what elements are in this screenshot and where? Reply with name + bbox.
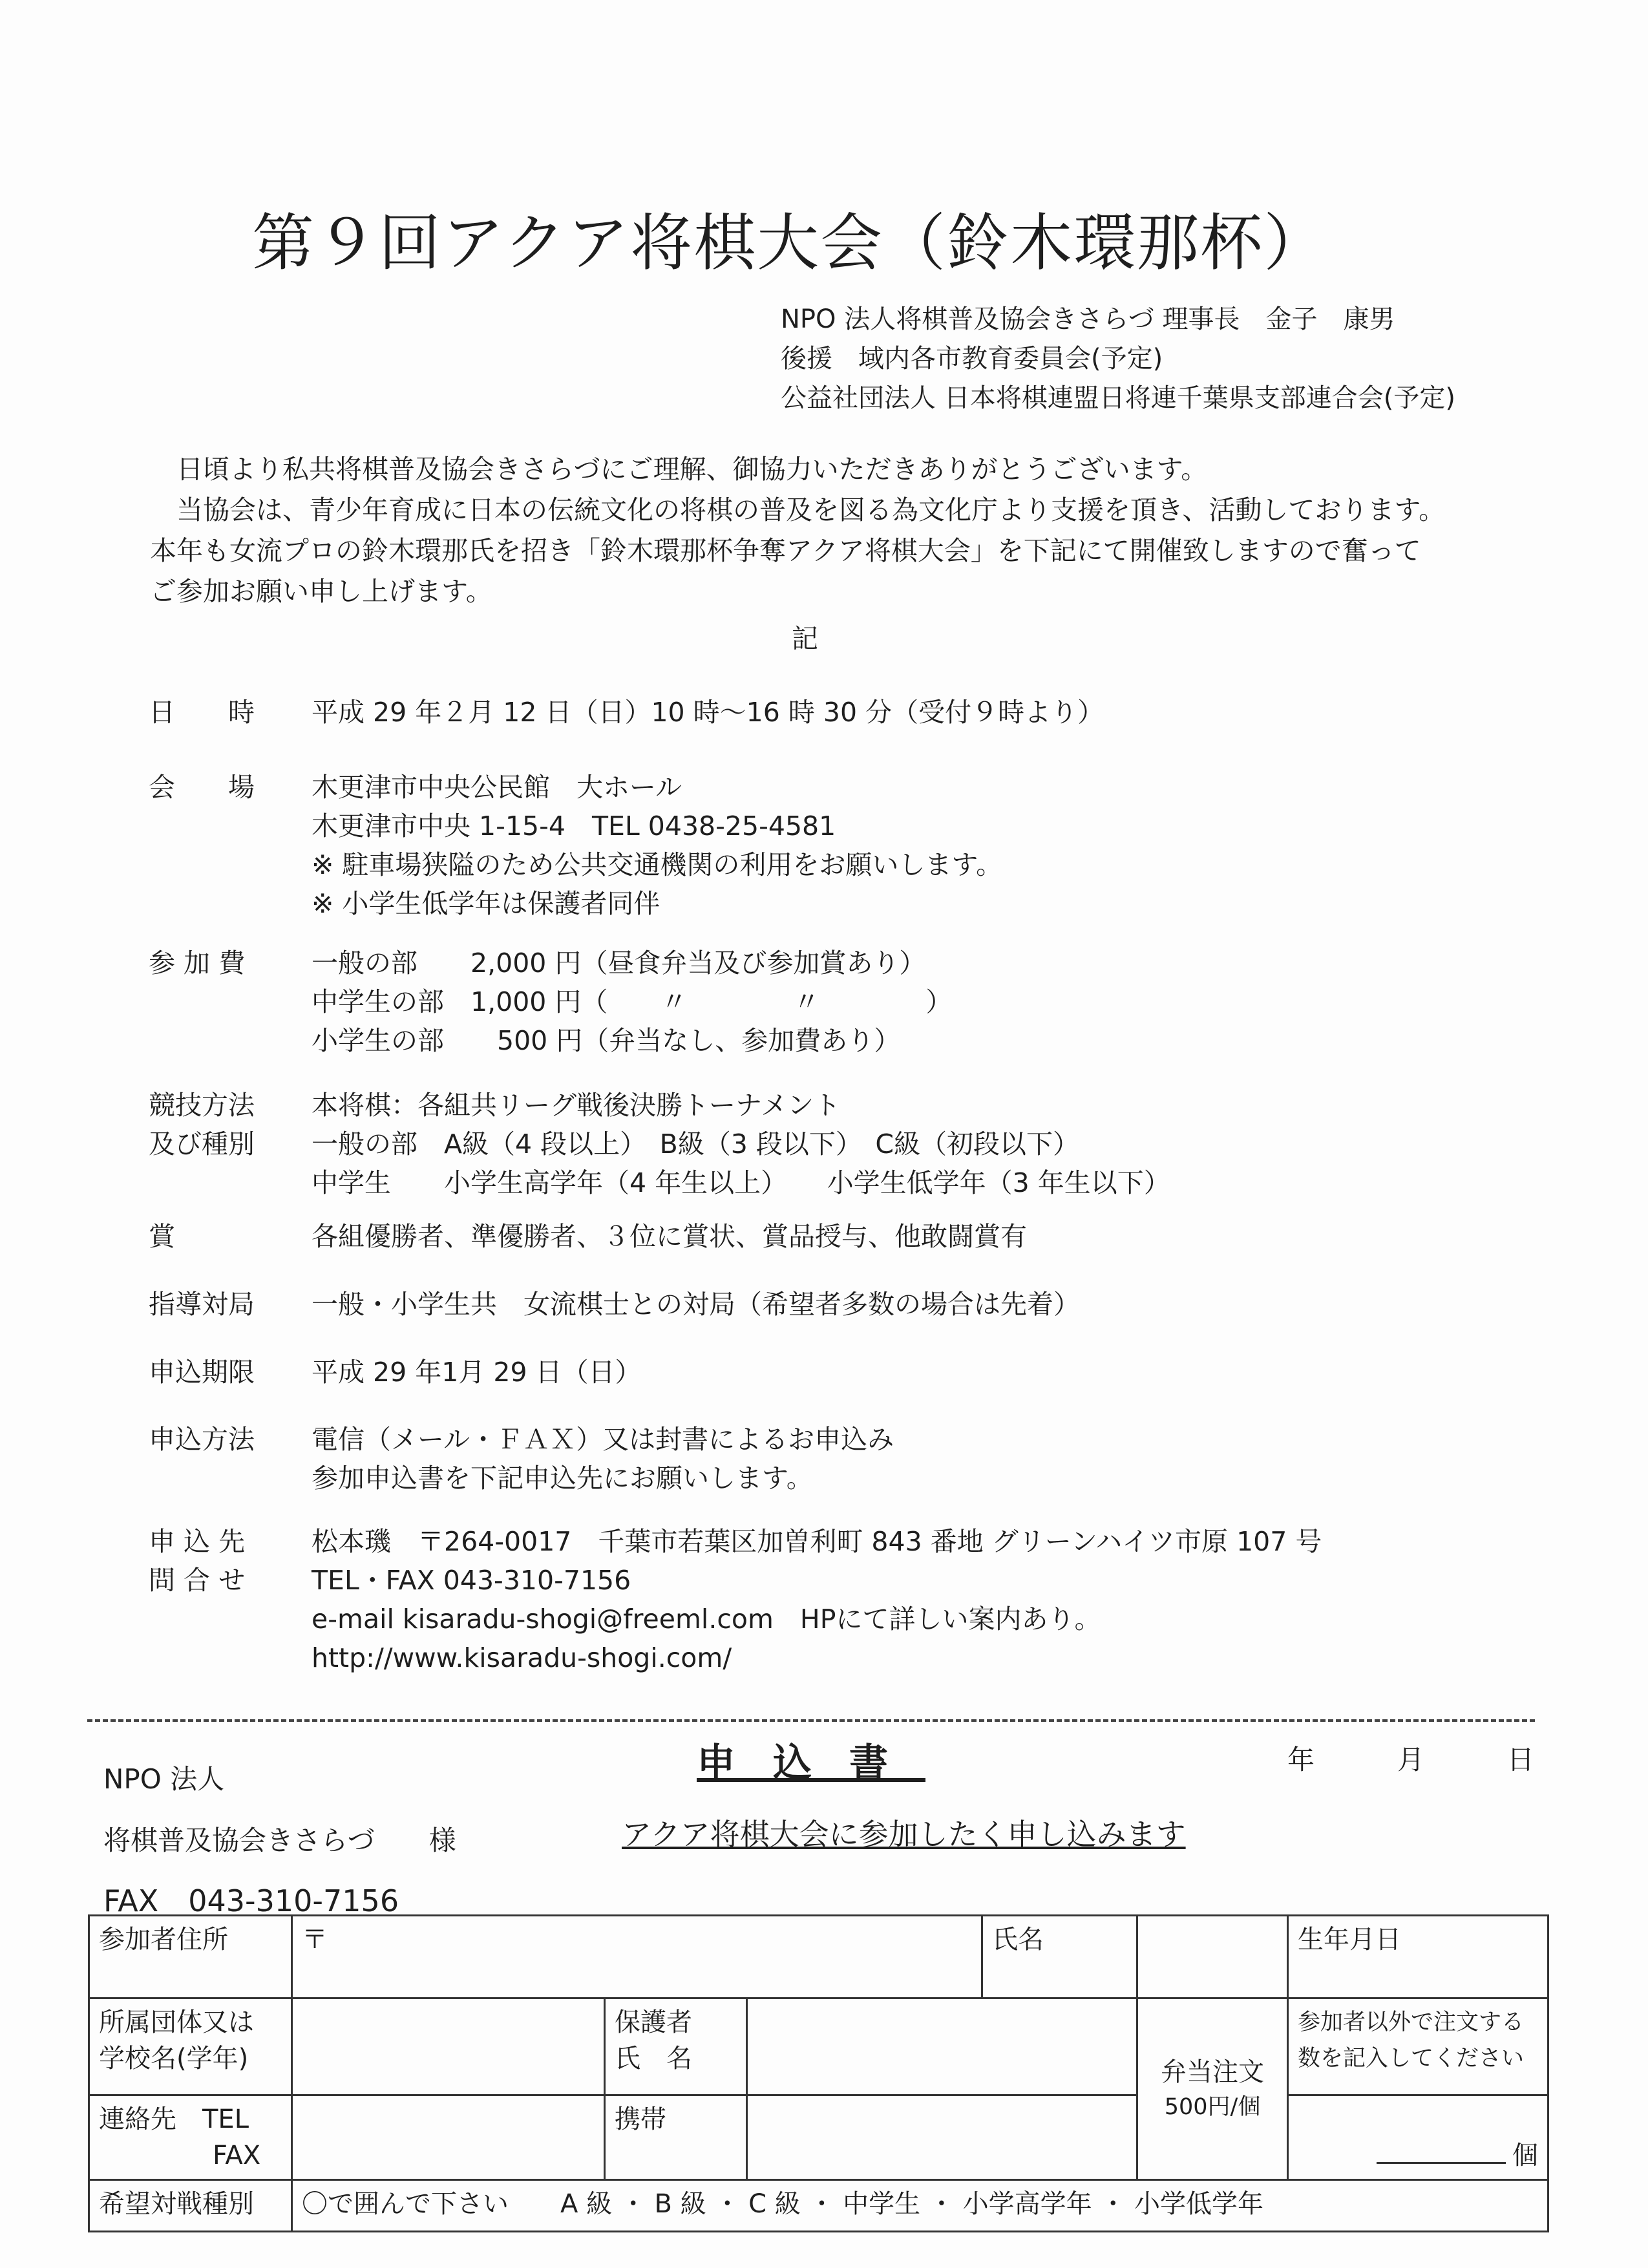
deadline-label: 申込期限 <box>149 1357 255 1388</box>
contact-tel-label <box>89 2095 292 2180</box>
address-field[interactable] <box>292 1916 982 1998</box>
fee-line: 中学生の部 1,000 円（ 〃 〃 ） <box>312 986 953 1017</box>
datetime-value: 平成 29 年２月 12 日（日）10 時～16 時 30 分（受付９時より） <box>312 697 1104 728</box>
venue-note: ※ 駐車場狭隘のため公共交通機関の利用をお願いします。 <box>312 849 1003 880</box>
form-npo: NPO 法人 <box>103 1763 225 1795</box>
school-label-line: 学校名(学年) <box>99 2044 249 2073</box>
sponsor-line: 後援 域内各市教育委員会(予定) <box>781 344 1163 374</box>
datetime-label: 日 時 <box>149 697 255 728</box>
prize-value: 各組優勝者、準優勝者、３位に賞状、賞品授与、他敢闘賞有 <box>312 1221 1027 1252</box>
date-month: 月 <box>1397 1744 1425 1775</box>
method-line: 本将棋：各組共リーグ戦後決勝トーナメント <box>312 1090 841 1121</box>
school-field[interactable] <box>292 1998 605 2095</box>
intro-line: 日頃より私共将棋普及協会きさらづにご理解、御協力いただきありがとうございます。 <box>150 454 1208 485</box>
cut-line <box>87 1719 1535 1722</box>
ki-marker: 記 <box>792 623 818 654</box>
form-subtitle: アクア将棋大会に参加したく申し込みます <box>622 1817 1186 1852</box>
fee-line: 一般の部 2,000 円（昼食弁当及び参加賞あり） <box>312 948 926 979</box>
school-label <box>89 1998 292 2095</box>
bento-note-line: 参加者以外で注文する <box>1298 2009 1525 2035</box>
contact-line: TEL・FAX 043-310-7156 <box>312 1565 631 1596</box>
mobile-label: 携帯 <box>605 2095 747 2180</box>
fee-line: 小学生の部 500 円（弁当なし、参加費あり） <box>312 1025 901 1056</box>
date-year: 年 <box>1287 1744 1315 1775</box>
guardian-label-line: 氏 名 <box>615 2044 692 2073</box>
contact-tel-field[interactable] <box>292 2095 605 2180</box>
bento-unit: 個 <box>1512 2141 1539 2170</box>
method-line: 中学生 小学生高学年（4 年生以上） 小学生低学年（3 年生以下） <box>312 1167 1170 1198</box>
tel-label: 連絡先 TEL <box>99 2104 249 2134</box>
bento-label <box>1137 1998 1288 2180</box>
venue-line: 木更津市中央公民館 大ホール <box>312 772 682 803</box>
contact-url[interactable]: http://www.kisaradu-shogi.com/ <box>312 1642 732 1673</box>
apply-method-label: 申込方法 <box>149 1424 255 1455</box>
application-table <box>88 1914 1549 2232</box>
fax-label: FAX <box>213 2141 261 2170</box>
guardian-label <box>605 1998 747 2095</box>
venue-note: ※ 小学生低学年は保護者同伴 <box>312 888 660 919</box>
contact-label: 申 込 先 <box>149 1526 246 1557</box>
apply-method-line: 参加申込書を下記申込先にお願いします。 <box>312 1463 813 1494</box>
venue-line: 木更津市中央 1-15-4 TEL 0438-25-4581 <box>312 811 836 842</box>
category-label: 希望対戦種別 <box>89 2180 292 2232</box>
intro-line: 当協会は、青少年育成に日本の伝統文化の将棋の普及を図る為文化庁より支援を頂き、活動しております。 <box>150 494 1446 525</box>
guardian-label-line: 保護者 <box>615 2008 692 2037</box>
birth-label: 生年月日 <box>1288 1916 1548 1998</box>
intro-text <box>150 449 1481 612</box>
intro-line: 本年も女流プロの鈴木環那氏を招き「鈴木環那杯争奪アクア将棋大会」を下記にて開催致しますので奮って <box>150 535 1421 566</box>
method-line: 一般の部 A級（4 段以上） B級（3 段以下） C級（初段以下） <box>312 1129 1080 1160</box>
page-title: 第９回アクア将棋大会（鈴木環那杯） <box>252 207 1327 279</box>
contact-label: 問 合 せ <box>149 1565 246 1596</box>
bento-price: 500円/個 <box>1164 2094 1261 2120</box>
form-title: 申込書 <box>697 1741 925 1786</box>
bento-count-field[interactable] <box>1288 2095 1548 2180</box>
fee-label: 参 加 費 <box>149 948 246 979</box>
address-label: 参加者住所 <box>89 1916 292 1998</box>
prize-label: 賞 <box>149 1221 175 1252</box>
form-addressee: 将棋普及協会きさらづ 様 <box>103 1825 456 1856</box>
category-options[interactable]: 〇で囲んで下さい A 級 ・ B 級 ・ C 級 ・ 中学生 ・ 小学高学年 ・ 小学低学年 <box>292 2180 1548 2232</box>
deadline-value: 平成 29 年1月 29 日（日） <box>312 1357 642 1388</box>
method-label: 及び種別 <box>149 1129 255 1160</box>
name-label: 氏名 <box>982 1916 1137 1998</box>
name-field[interactable] <box>1137 1916 1288 1998</box>
method-label: 競技方法 <box>149 1090 255 1121</box>
teaching-value: 一般・小学生共 女流棋士との対局（希望者多数の場合は先着） <box>312 1289 1080 1320</box>
contact-email[interactable]: e-mail kisaradu-shogi@freeml.com HPにて詳しい案内あり。 <box>312 1604 1101 1635</box>
bento-label-text: 弁当注文 <box>1161 2057 1265 2087</box>
teaching-label: 指導対局 <box>149 1289 255 1320</box>
intro-line: ご参加お願い申し上げます。 <box>150 576 492 607</box>
guardian-field[interactable] <box>747 1998 1137 2095</box>
organizer-line: NPO 法人将棋普及協会きさらづ 理事長 金子 康男 <box>781 304 1395 334</box>
contact-line: 松本璣 〒264-0017 千葉市若葉区加曽利町 843 番地 グリーンハイツ市原 107 号 <box>312 1526 1322 1557</box>
date-day: 日 <box>1507 1744 1535 1775</box>
postal-mark: 〒 <box>302 1925 328 1955</box>
support-line: 公益社団法人 日本将棋連盟日将連千葉県支部連合会(予定) <box>781 383 1455 413</box>
mobile-field[interactable] <box>747 2095 1137 2180</box>
apply-method-line: 電信（メール・ＦＡＸ）又は封書によるお申込み <box>312 1424 894 1455</box>
bento-note-line: 数を記入してください <box>1298 2046 1525 2072</box>
venue-label: 会 場 <box>149 772 255 803</box>
form-fax: FAX 043-310-7156 <box>103 1883 399 1918</box>
bento-note <box>1288 1998 1548 2095</box>
school-label-line: 所属団体又は <box>99 2008 254 2037</box>
